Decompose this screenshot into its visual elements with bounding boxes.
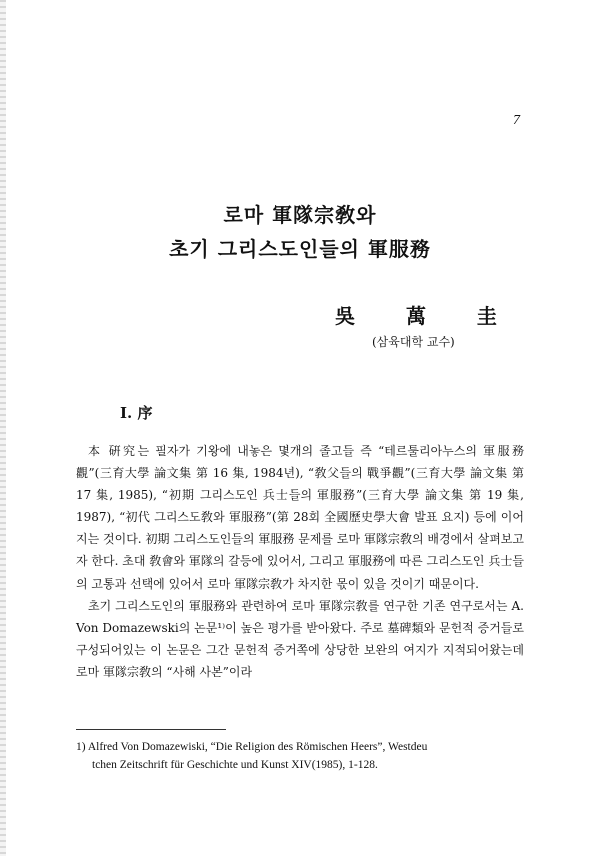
page-number: 7	[513, 113, 520, 128]
footnote-rule	[76, 729, 226, 730]
footnote-line-1: 1) Alfred Von Domazewiski, “Die Religion des Römischen Heers”, Westdeu	[76, 741, 428, 753]
scan-page-edge	[0, 0, 6, 856]
paragraph-1: 本 硏究는 필자가 기왕에 내놓은 몇개의 졸고들 즉 “테르툴리아누스의 軍服務觀”(三育大學 論文集 第 16 集, 1984년), “敎父들의 戰爭觀”(三育大學 論文集 第 17 集, 1985), “初期 그리스도인 兵士들의 軍服務”(三育大學 論文集 第 19 集, 1987), “初代 그리스도敎와 軍服務”(第 28회 全國歷史學大會 발표 요지) 등에 이어지는 것이다. 初期 그리스도인들의 軍服務 문제를 로마 軍隊宗敎의 배경에서 살펴보고자 한다. 초대 敎會와 軍隊의 갈등에 있어서, 그리고 軍服務에 따른 그리스도인 兵士들의 고통과 선택에 있어서 로마 軍隊宗敎가 차지한 몫이 있을 것이기 때문이다.	[76, 444, 524, 591]
footnote-line-2: tchen Zeitschrift für Geschichte und Kunst XIV(1985), 1-128.	[92, 759, 378, 771]
section-heading: I. 序	[120, 404, 153, 422]
title-line-1: 로마 軍隊宗敎와	[223, 203, 377, 227]
paragraph-2: 초기 그리스도인의 軍服務와 관련하여 로마 軍隊宗敎를 연구한 기존 연구로서는 A. Von Domazewski의 논문¹⁾이 높은 평가를 받아왔다. 주로 墓碑類와 문헌적 증거들로 구성되어있는 이 논문은 그간 문헌적 증거쪽에 상당한 보완의 여지가 지적되어왔는데 로마 軍隊宗敎의 “사해 사본”이라	[76, 598, 524, 679]
footnote	[76, 738, 524, 774]
title-line-2: 초기 그리스도인들의 軍服務	[169, 237, 431, 261]
body-text	[76, 440, 524, 683]
author-name: 吳 萬 圭	[335, 304, 519, 328]
author-affiliation: (삼육대학 교수)	[372, 335, 455, 349]
article-title	[0, 198, 600, 266]
